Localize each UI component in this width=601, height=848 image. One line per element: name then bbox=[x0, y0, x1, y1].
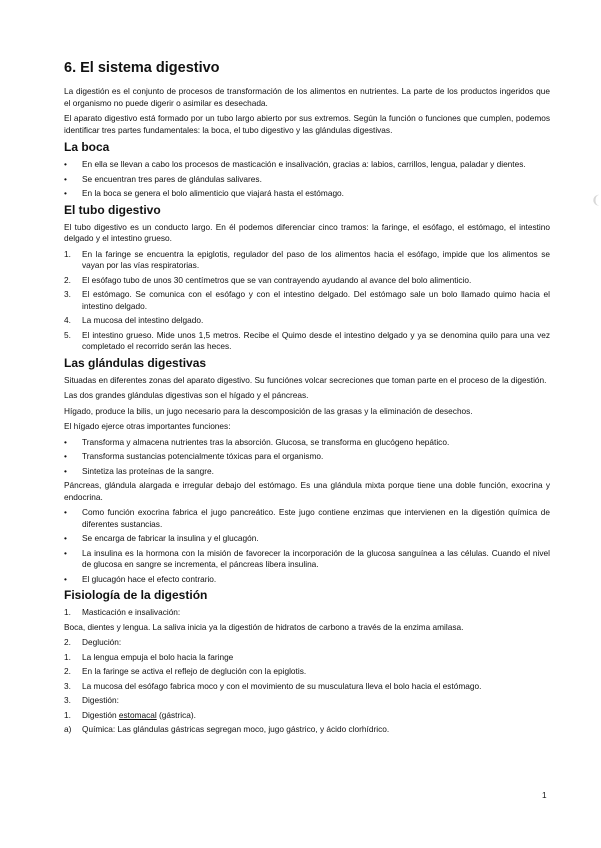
list-item: 2. En la faringe se activa el reflejo de deglución con la epiglotis. bbox=[64, 666, 307, 676]
heading-la-boca: La boca bbox=[64, 140, 110, 154]
fisiologia-step-1 bbox=[64, 607, 550, 619]
list-item: 1. En la faringe se encuentra la epiglotis, regulador del paso de los alimentos hacia el esófago, impide que los alimentos se vayan por las vías respiratorias. bbox=[64, 248, 550, 270]
list-item: • Transforma sustancias potencialmente tóxicas para el organismo. bbox=[64, 451, 324, 461]
list-item: a) Química: Las glándulas gástricas segregan moco, jugo gástrico, y ácido clorhídrico. bbox=[64, 724, 390, 734]
list-item: 2. El esófago tubo de unos 30 centímetros que se van contrayendo ayudando al avance del bolo alimenticio. bbox=[64, 274, 472, 285]
fisiologia-step-2 bbox=[64, 637, 550, 736]
list-item: 2. Deglución: bbox=[64, 637, 122, 647]
list-item: • Sintetiza las proteínas de la sangre. bbox=[64, 465, 214, 476]
intro-paragraph-2: El aparato digestivo está formado por un tubo largo abierto por sus extremos. Según la función o funciones que cumplen, podemos identificar tres partes fundamentales: la boca, el tubo digestivo y las glándulas digestivas. bbox=[64, 113, 550, 135]
document-page bbox=[64, 60, 550, 739]
heading-glandulas-digestivas: Las glándulas digestivas bbox=[64, 355, 207, 370]
underlined-term: estomacal bbox=[118, 709, 157, 720]
list-item: • En la boca se genera el bolo alimenticio que viajará hasta el estómago. bbox=[64, 188, 344, 198]
boca-list bbox=[64, 159, 550, 200]
page-title: 6. El sistema digestivo bbox=[64, 60, 220, 76]
list-item: 3. Digestión: bbox=[64, 695, 119, 705]
glandulas-paragraph-5: Páncreas, glándula alargada e irregular debajo del estómago. Es una glándula mixta porque tiene una doble función, exocrina y endocrina. bbox=[64, 480, 550, 502]
list-item: • La insulina es la hormona con la misión de favorecer la incorporación de la glucosa sanguínea a las células. Cuando el nivel de glucosa en sangre se incrementa, el páncreas libera insulina. bbox=[64, 547, 550, 569]
list-item: 3. El estómago. Se comunica con el esófago y con el intestino delgado. Del estómago sale un bolo llamado quimo hacia el intestino delgado. bbox=[64, 289, 550, 311]
higado-list bbox=[64, 437, 550, 478]
tubo-intro: El tubo digestivo es un conducto largo. En él podemos diferenciar cinco tramos: la faringe, el esófago, el estómago, el intestino delgado y el intestino grueso. bbox=[64, 221, 550, 243]
heading-fisiologia: Fisiología de la digestión bbox=[64, 588, 208, 602]
list-item: • Se encuentran tres pares de glándulas salivares. bbox=[64, 173, 262, 184]
tubo-list bbox=[64, 249, 550, 353]
list-item: 3. La mucosa del esófago fabrica moco y con el movimiento de su musculatura lleva el bolo hacia el estómago. bbox=[64, 680, 482, 691]
list-item: • Se encarga de fabricar la insulina y el glucagón. bbox=[64, 533, 259, 543]
list-item: • En ella se llevan a cabo los procesos de masticación e insalivación, gracias a: labios, carrillos, lengua, paladar y dientes. bbox=[64, 159, 526, 169]
list-item: 4. La mucosa del intestino delgado. bbox=[64, 315, 204, 325]
list-item: • Como función exocrina fabrica el jugo pancreático. Este jugo contiene enzimas que intervienen en la digestión química de diferentes sustancias. bbox=[64, 507, 550, 529]
list-item: 1. Masticación e insalivación: bbox=[64, 607, 181, 617]
page-number: 1 bbox=[542, 790, 547, 800]
pancreas-list bbox=[64, 507, 550, 585]
list-item: 1. La lengua empuja el bolo hacia la faringe bbox=[64, 651, 234, 662]
list-item: 1. Digestión estomacal (gástrica). bbox=[64, 709, 196, 720]
list-item: • Transforma y almacena nutrientes tras la absorción. Glucosa, se transforma en glucógeno hepático. bbox=[64, 436, 450, 447]
glandulas-paragraph-2: Las dos grandes glándulas digestivas son el hígado y el páncreas. bbox=[64, 390, 309, 400]
glandulas-paragraph-3: Hígado, produce la bilis, un jugo necesario para la descomposición de las grasas y la eliminación de desechos. bbox=[64, 405, 473, 416]
list-item: 5. El intestino grueso. Mide unos 1,5 metros. Recibe el Quimo desde el intestino delgado y ya se denomina quilo para una vez completado el recorrido serán las heces. bbox=[64, 329, 550, 351]
heading-tubo-digestivo: El tubo digestivo bbox=[64, 202, 161, 217]
glandulas-paragraph-1: Situadas en diferentes zonas del aparato digestivo. Su funciónes volcar secreciones que toman parte en el proceso de la digestión. bbox=[64, 374, 547, 385]
glandulas-paragraph-4: El hígado ejerce otras importantes funciones: bbox=[64, 421, 231, 431]
scroll-edge-icon: ❨ bbox=[591, 193, 601, 207]
list-item: • El glucagón hace el efecto contrario. bbox=[64, 573, 217, 584]
intro-paragraph-1: La digestión es el conjunto de procesos de transformación de los alimentos en nutrientes. La parte de los productos ingeridos que el organismo no puede digerir o asimilar es desechada. bbox=[64, 86, 550, 108]
fisiologia-paragraph-1: Boca, dientes y lengua. La saliva inicia ya la digestión de hidratos de carbono a través de la enzima amilasa. bbox=[64, 621, 464, 632]
